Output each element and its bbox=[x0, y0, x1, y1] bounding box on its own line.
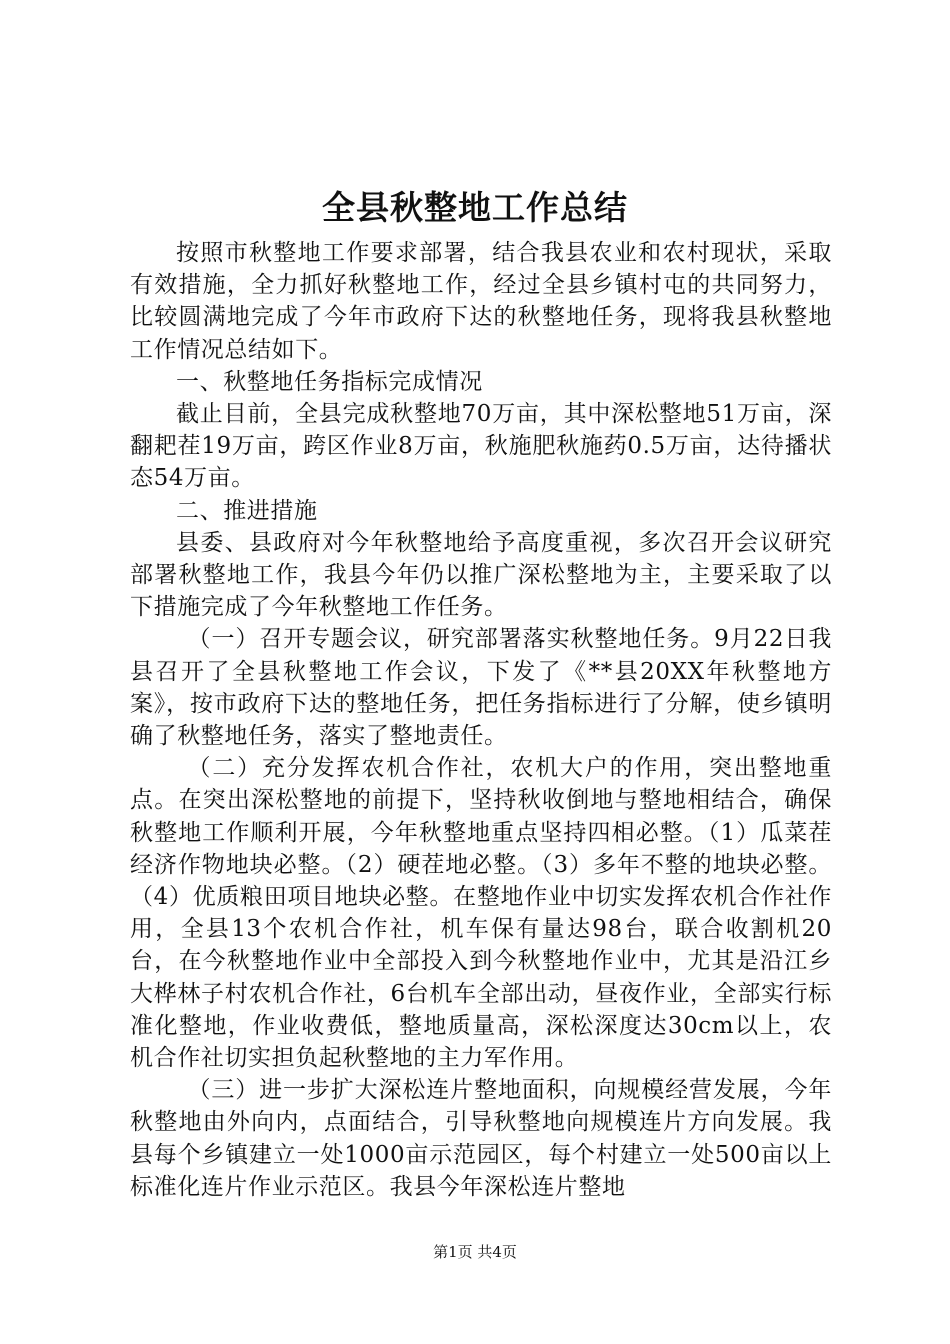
page-footer: 第1页 共4页 bbox=[433, 1243, 517, 1261]
section-2-intro-paragraph: 县委、县政府对今年秋整地给予高度重视，多次召开会议研究部署秋整地工作，我县今年仍以推广深松整地为主，主要采取了以下措施完成了今年秋整地工作任务。 bbox=[130, 529, 832, 621]
document-body bbox=[130, 237, 832, 1203]
intro-paragraph: 按照市秋整地工作要求部署，结合我县农业和农村现状，采取有效措施，全力抓好秋整地工作，经过全县乡镇村屯的共同努力，比较圆满地完成了今年市政府下达的秋整地任务，现将我县秋整地工作情况总结如下。 bbox=[130, 240, 832, 363]
measure-1-paragraph: （一）召开专题会议，研究部署落实秋整地任务。9月22日我县召开了全县秋整地工作会议，下发了《**县20XX年秋整地方案》，按市政府下达的整地任务，把任务指标进行了分解，使乡镇明确了秋整地任务，落实了整地责任。 bbox=[130, 626, 832, 750]
measure-3-paragraph: （三）进一步扩大深松连片整地面积，向规模经营发展，今年秋整地由外向内，点面结合，引导秋整地向规模连片方向发展。我县每个乡镇建立一处1000亩示范园区，每个村建立一处500亩以上标准化连片作业示范区。我县今年深松连片整地 bbox=[130, 1077, 832, 1200]
section-1-paragraph: 截止目前，全县完成秋整地70万亩，其中深松整地51万亩，深翻耙茬19万亩，跨区作业8万亩，秋施肥秋施药0.5万亩，达待播状态54万亩。 bbox=[130, 401, 832, 492]
section-heading-2: 二、推进措施 bbox=[176, 497, 318, 524]
document-title: 全县秋整地工作总结 bbox=[322, 188, 628, 227]
section-heading-1: 一、秋整地任务指标完成情况 bbox=[176, 368, 483, 395]
measure-2-paragraph: （二）充分发挥农机合作社，农机大户的作用，突出整地重点。在突出深松整地的前提下，坚持秋收倒地与整地相结合，确保秋整地工作顺利开展，今年秋整地重点坚持四相必整。（1）瓜菜茬经济作物地块必整。（2）硬茬地必整。（3）多年不整的地块必整。（4）优质粮田项目地块必整。在整地作业中切实发挥农机合作社作用，全县13个农机合作社，机车保有量达98台，联合收割机20台，在今秋整地作业中全部投入到今秋整地作业中，尤其是沿江乡大桦林子村农机合作社，6台机车全部出动，昼夜作业，全部实行标准化整地，作业收费低，整地质量高，深松深度达30cm以上，农机合作社切实担负起秋整地的主力军作用。 bbox=[130, 755, 832, 1072]
